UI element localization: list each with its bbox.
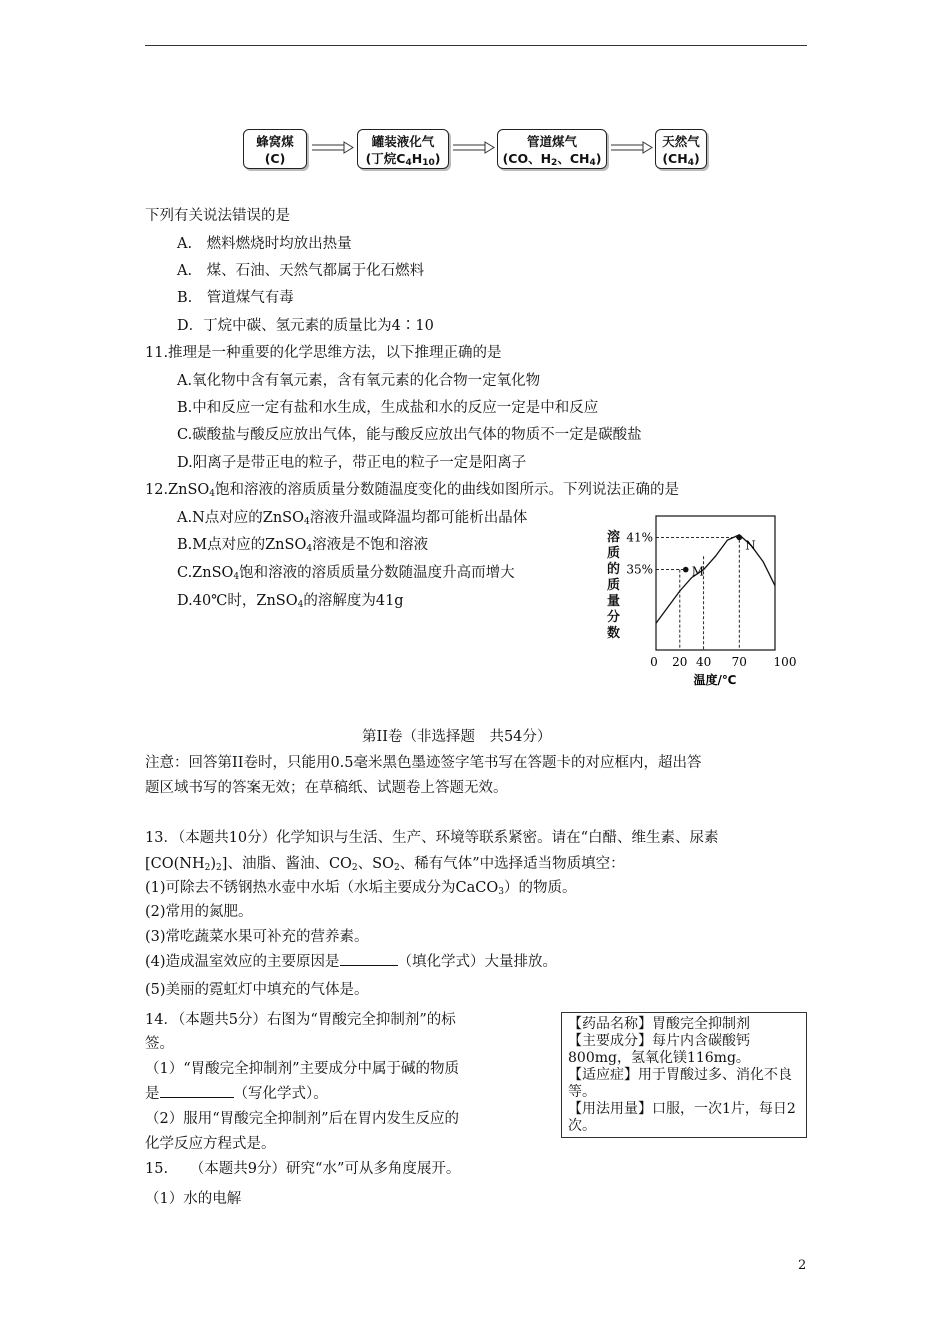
q14-line1: 14．（本题共5分）右图为“胃酸完全抑制剂”的标 — [145, 1012, 456, 1028]
drug-label-box — [561, 1012, 807, 1138]
flow-box4-formula: $(CH_4)$ — [662, 151, 700, 168]
q13-part5: (5)美丽的霓虹灯中填充的气体是。 — [145, 982, 369, 998]
header-rule — [145, 45, 807, 46]
q14-answer-blank[interactable] — [160, 1085, 234, 1098]
q10-option-3: B. 管道煤气有毒 — [177, 290, 294, 306]
page-number: 2 — [798, 1258, 807, 1273]
chart-frame — [656, 516, 775, 650]
q13-part2: (2)常用的氮肥。 — [145, 904, 253, 920]
section2-title: 第II卷（非选择题 共54分） — [362, 729, 552, 745]
flow-box-pipeline-gas — [497, 129, 607, 169]
solubility-chart — [620, 510, 797, 690]
flow-box1-formula: (C) — [264, 151, 286, 166]
section2-note-line1: 注意：回答第II卷时，只能用0.5毫米黑色墨迹签字笔书写在答题卡的对应框内，超出答 — [145, 755, 702, 771]
flow-box3-formula: (CO、$H_2$、$CH_4$) — [502, 151, 602, 168]
drug-label-indications: 【适应症】用于胃酸过多、消化不良等。 — [568, 1067, 792, 1100]
q11-option-a: A.氧化物中含有氧元素，含有氧元素的化合物一定氧化物 — [177, 373, 541, 389]
q10-option-4: D．丁烷中碳、氢元素的质量比为4∶10 — [177, 318, 434, 334]
q15-line2: （1）水的电解 — [145, 1191, 242, 1207]
q15-line1: 15. （本题共9分）研究“水”可从多角度展开。 — [145, 1161, 461, 1177]
point-M — [683, 567, 689, 573]
flow-box-natural-gas — [655, 129, 707, 169]
flow-box1-name: 蜂窝煤 — [256, 134, 294, 149]
flow-box2-formula: (丁烷$C_4H_{10}$) — [365, 151, 441, 168]
flow-box-canned-lpg — [357, 129, 449, 169]
q10-option-1: A. 燃料燃烧时均放出热量 — [177, 236, 352, 252]
q13-part4: (4)造成温室效应的主要原因是 （填化学式）大量排放。 — [145, 954, 558, 970]
q12-option-a: A.N点对应的ZnSO$_4$溶液升温或降温均都可能析出晶体 — [177, 510, 528, 527]
point-label-M: M — [691, 564, 705, 579]
drug-label-dosage: 【用法用量】口服，一次1片，每日2次。 — [568, 1101, 796, 1134]
x-tick-label: 20 — [672, 655, 688, 669]
x-tick-label: 40 — [695, 655, 712, 669]
q12-option-d: D.40℃时，ZnSO$_4$的溶解度为41g — [177, 593, 404, 610]
flow-arrow-2 — [453, 141, 495, 155]
q10-stem: 下列有关说法错误的是 — [145, 208, 290, 224]
flow-arrow-1 — [312, 141, 354, 155]
section2-note-line2: 题区域书写的答案无效；在草稿纸、试题卷上答题无效。 — [145, 780, 508, 796]
drug-label-name: 【药品名称】胃酸完全抑制剂 — [568, 1016, 750, 1032]
q14-line6: 化学反应方程式是。 — [145, 1136, 276, 1152]
q13-line2: $[CO(NH_2)_2]$、油脂、酱油、$CO_2$、$SO_2$、稀有气体”中选择适当物质填空： — [145, 856, 625, 873]
q14-line4: 是 （写化学式）。 — [145, 1086, 328, 1102]
solubility-curve — [656, 535, 775, 623]
q11-option-b: B.中和反应一定有盐和水生成，生成盐和水的反应一定是中和反应 — [177, 400, 599, 416]
chart-xlabel: 温度/℃ — [693, 673, 737, 687]
q12-option-b: B.M点对应的ZnSO$_4$溶液是不饱和溶液 — [177, 537, 429, 554]
q13-part3: (3)常吃蔬菜水果可补充的营养素。 — [145, 929, 369, 945]
x-tick-label: 0 — [650, 655, 658, 669]
y-tick-label: 41% — [626, 530, 653, 545]
q12-option-c: C.ZnSO$_4$饱和溶液的溶质质量分数随温度升高而增大 — [177, 565, 515, 582]
flow-box4-name: 天然气 — [662, 134, 700, 149]
q11-stem: 11.推理是一种重要的化学思维方法，以下推理正确的是 — [145, 345, 502, 361]
q10-option-2: A. 煤、石油、天然气都属于化石燃料 — [177, 263, 425, 279]
q14-line3: （1）“胃酸完全抑制剂”主要成分中属于碱的物质 — [145, 1061, 460, 1077]
q14-line2: 签。 — [145, 1036, 174, 1052]
flow-box-honeycomb-coal — [243, 129, 307, 169]
point-label-N: N — [745, 538, 756, 553]
flow-box3-name: 管道煤气 — [526, 134, 577, 149]
q11-option-d: D.阳离子是带正电的粒子，带正电的粒子一定是阳离子 — [177, 455, 527, 471]
q11-option-c: C.碳酸盐与酸反应放出气体，能与酸反应放出气体的物质不一定是碳酸盐 — [177, 427, 642, 443]
q13-line1: 13．（本题共10分）化学知识与生活、生产、环境等联系紧密。请在“白醋、维生素、尿素 — [145, 830, 719, 846]
q13-answer-blank[interactable] — [340, 953, 398, 966]
chart-ylabel: 溶质的质量分数 — [607, 530, 621, 641]
x-tick-label: 70 — [731, 655, 747, 669]
drug-label-ingredients: 【主要成分】每片内含碳酸钙800mg，氢氧化镁116mg。 — [568, 1033, 750, 1066]
x-tick-label: 100 — [773, 655, 797, 669]
flow-box2-name: 罐装液化气 — [371, 134, 435, 149]
q14-line5: （2）服用“胃酸完全抑制剂”后在胃内发生反应的 — [145, 1111, 460, 1127]
q12-stem: 12.ZnSO$_4$饱和溶液的溶质质量分数随温度变化的曲线如图所示。下列说法正确的是 — [145, 482, 680, 499]
q13-part1: (1)可除去不锈钢热水壶中水垢（水垢主要成分为CaCO$_3$）的物质。 — [145, 880, 577, 897]
flow-arrow-3 — [611, 141, 653, 155]
y-tick-label: 35% — [626, 562, 653, 577]
